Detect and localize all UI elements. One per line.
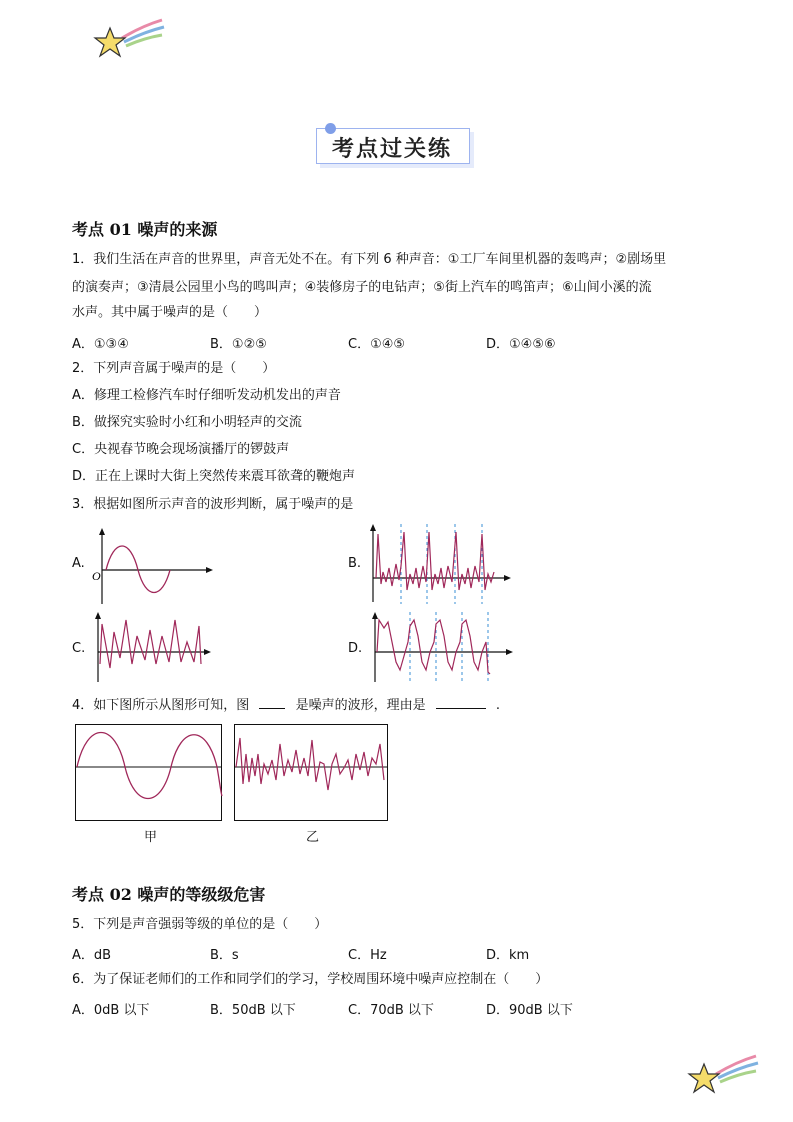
section-2-title: 考点 02 噪声的等级级危害 — [72, 885, 266, 904]
q4-stem — [72, 695, 500, 715]
q4-blank-2[interactable] — [436, 695, 486, 709]
q5-option-a: A．dB — [72, 948, 112, 963]
q5-stem: 5．下列是声音强弱等级的单位的是（ ） — [72, 917, 328, 932]
q2-option-a: A．修理工检修汽车时仔细听发动机发出的声音 — [72, 388, 341, 403]
q1-option-d: D．①④⑤⑥ — [486, 337, 556, 352]
q2-option-d: D．正在上课时大街上突然传来震耳欲聋的鞭炮声 — [72, 469, 356, 484]
waveform-c — [93, 612, 213, 684]
q1-option-b: B．①②⑤ — [210, 337, 267, 352]
banner-title: 考点过关练 — [331, 137, 452, 162]
caption-jia: 甲 — [144, 830, 158, 845]
waveform-yi — [234, 724, 389, 822]
q3-label-b: B. — [348, 556, 362, 571]
q4-blank-1[interactable] — [259, 695, 285, 709]
q6-stem: 6．为了保证老师们的工作和同学们的学习，学校周围环境中噪声应控制在（ ） — [72, 972, 549, 987]
section-1-title: 考点 01 噪声的来源 — [72, 220, 218, 239]
star-decoration-bottom-icon — [686, 1054, 766, 1100]
section-banner — [316, 128, 474, 166]
origin-label: O — [92, 569, 101, 583]
waveform-c-curve — [100, 620, 201, 668]
q1-line-3: 水声。其中属于噪声的是（ ） — [72, 305, 268, 320]
waveform-d — [370, 612, 515, 684]
waveform-jia — [75, 724, 223, 822]
waveform-a — [90, 528, 215, 608]
q6-option-c: C．70dB 以下 — [348, 1003, 434, 1018]
q3-label-c: C. — [72, 641, 86, 656]
q6-option-a: A．0dB 以下 — [72, 1003, 150, 1018]
star-decoration-top-icon — [92, 18, 172, 64]
waveform-b — [368, 524, 513, 604]
q6-option-d: D．90dB 以下 — [486, 1003, 573, 1018]
q1-option-a: A．①③④ — [72, 337, 129, 352]
q4-stem-part-1: 4．如下图所示从图形可知，图 — [72, 698, 250, 713]
q3-stem: 3．根据如图所示声音的波形判断，属于噪声的是 — [72, 497, 354, 512]
q2-stem: 2．下列声音属于噪声的是（ ） — [72, 361, 276, 376]
caption-yi: 乙 — [306, 830, 320, 845]
q6-option-b: B．50dB 以下 — [210, 1003, 296, 1018]
q3-label-d: D. — [348, 641, 363, 656]
q3-label-a: A. — [72, 556, 85, 571]
q1-line-1: 1．我们生活在声音的世界里，声音无处不在。有下列 6 种声音：①工厂车间里机器的轰鸣声；②剧场里 — [72, 252, 667, 267]
q1-line-2: 的演奏声；③清晨公园里小鸟的鸣叫声；④装修房子的电钻声；⑤街上汽车的鸣笛声；⑥山间小溪的流 — [72, 280, 652, 295]
q5-option-b: B．s — [210, 948, 239, 963]
waveform-b-curve — [376, 532, 494, 590]
q2-option-c: C．央视春节晚会现场演播厅的锣鼓声 — [72, 442, 290, 457]
q2-option-b: B．做探究实验时小红和小明轻声的交流 — [72, 415, 302, 430]
q4-stem-part-2: 是噪声的波形，理由是 — [295, 698, 426, 713]
q5-option-c: C．Hz — [348, 948, 387, 963]
q4-stem-part-3: . — [495, 698, 500, 713]
q1-option-c: C．①④⑤ — [348, 337, 406, 352]
waveform-d-curve — [377, 620, 490, 674]
waveform-a-curve — [106, 546, 170, 593]
q5-option-d: D．km — [486, 948, 530, 963]
